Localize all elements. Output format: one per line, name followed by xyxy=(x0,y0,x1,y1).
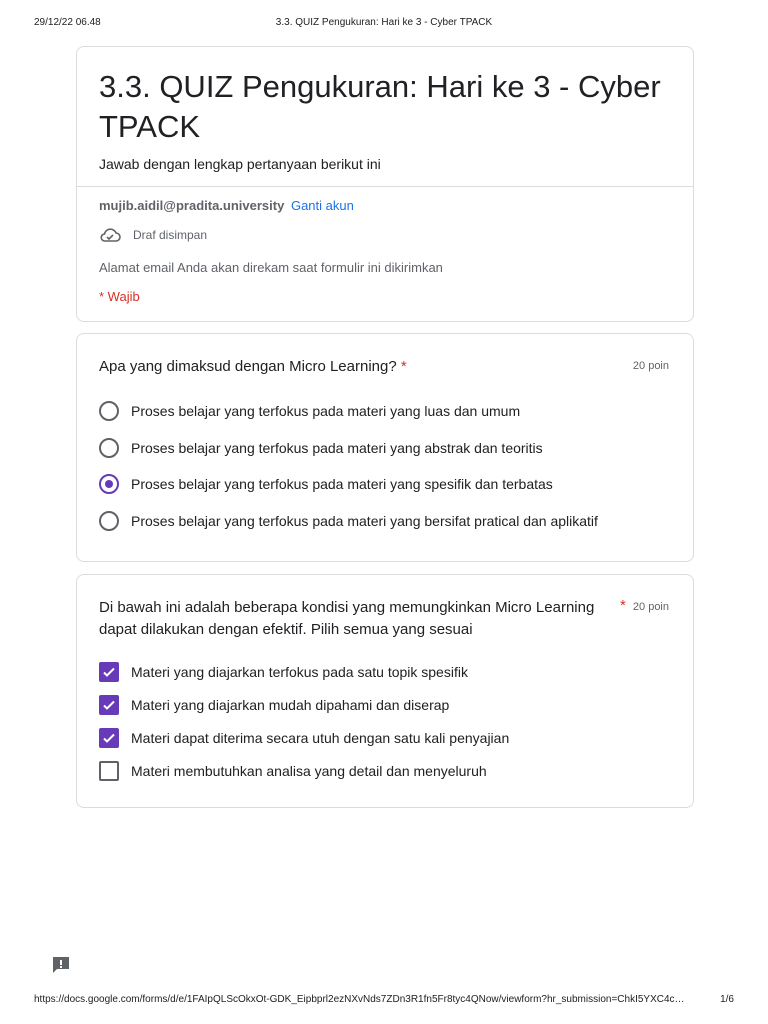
radio-button[interactable] xyxy=(99,511,119,531)
checkbox-unchecked[interactable] xyxy=(99,761,119,781)
checkbox-option-label: Materi yang diajarkan mudah dipahami dan diserap xyxy=(131,697,450,713)
radio-option-label: Proses belajar yang terfokus pada materi yang bersifat pratical dan aplikatif xyxy=(131,513,598,529)
checkbox-option-2[interactable] xyxy=(99,695,449,715)
question-1-points: 20 poin xyxy=(632,360,669,372)
radio-option-4[interactable] xyxy=(99,511,598,531)
required-asterisk: * xyxy=(400,358,407,375)
print-title: 3.3. QUIZ Pengukuran: Hari ke 3 - Cyber TPACK xyxy=(275,17,493,28)
question-1-label: Apa yang dimaksud dengan Micro Learning? xyxy=(99,358,397,375)
radio-button[interactable] xyxy=(99,401,119,421)
checkbox-option-4[interactable] xyxy=(99,761,487,781)
radio-button-selected[interactable] xyxy=(99,474,119,494)
radio-option-label: Proses belajar yang terfokus pada materi yang luas dan umum xyxy=(131,403,521,419)
report-feedback-icon[interactable] xyxy=(50,954,72,981)
check-icon xyxy=(101,664,117,680)
checkbox-checked[interactable] xyxy=(99,728,119,748)
radio-option-2[interactable] xyxy=(99,438,543,458)
cloud-check-icon xyxy=(99,227,121,243)
print-page-number: 1/6 xyxy=(720,994,734,1005)
radio-option-label: Proses belajar yang terfokus pada materi yang abstrak dan teoritis xyxy=(131,440,543,456)
required-asterisk: * xyxy=(620,597,626,614)
checkbox-option-1[interactable] xyxy=(99,662,468,682)
checkbox-option-label: Materi yang diajarkan terfokus pada satu topik spesifik xyxy=(131,664,468,680)
question-card-2 xyxy=(76,574,694,808)
checkbox-option-label: Materi dapat diterima secara utuh dengan satu kali penyajian xyxy=(131,730,510,746)
radio-option-1[interactable] xyxy=(99,401,520,421)
form-header-card xyxy=(76,46,694,322)
form-description: Jawab dengan lengkap pertanyaan berikut ini xyxy=(99,156,381,172)
account-email: mujib.aidil@pradita.university xyxy=(99,198,285,213)
check-icon xyxy=(101,730,117,746)
question-card-1 xyxy=(76,333,694,562)
draft-status-label: Draf disimpan xyxy=(133,228,208,242)
form-title: 3.3. QUIZ Pengukuran: Hari ke 3 - Cyber TPACK xyxy=(99,69,661,144)
checkbox-checked[interactable] xyxy=(99,662,119,682)
email-note: Alamat email Anda akan direkam saat formulir ini dikirimkan xyxy=(99,260,443,275)
required-note: * Wajib xyxy=(99,289,140,304)
radio-option-3[interactable] xyxy=(99,474,553,494)
radio-option-label: Proses belajar yang terfokus pada materi yang spesifik dan terbatas xyxy=(131,476,553,492)
check-icon xyxy=(101,697,117,713)
account-row xyxy=(99,198,354,213)
print-url: https://docs.google.com/forms/d/e/1FAIpQLScOkxOt-GDK_Eipbprl2ezNXvNds7ZDn3R1fn5Fr8tyc4QNow/viewform?hr_submission=ChkI5YXC4c… xyxy=(34,994,685,1005)
radio-button[interactable] xyxy=(99,438,119,458)
switch-account-link[interactable]: Ganti akun xyxy=(290,198,354,213)
header-divider xyxy=(77,186,693,187)
draft-status xyxy=(99,227,207,243)
checkbox-checked[interactable] xyxy=(99,695,119,715)
question-1-text xyxy=(99,356,407,378)
question-2-points: 20 poin xyxy=(632,601,669,613)
checkbox-option-3[interactable] xyxy=(99,728,509,748)
print-date: 29/12/22 06.48 xyxy=(34,17,101,28)
checkbox-option-label: Materi membutuhkan analisa yang detail dan menyeluruh xyxy=(131,763,487,779)
question-2-text: Di bawah ini adalah beberapa kondisi yang memungkinkan Micro Learning dapat dilakukan dengan efektif. Pilih semua yang sesuai xyxy=(99,599,595,638)
